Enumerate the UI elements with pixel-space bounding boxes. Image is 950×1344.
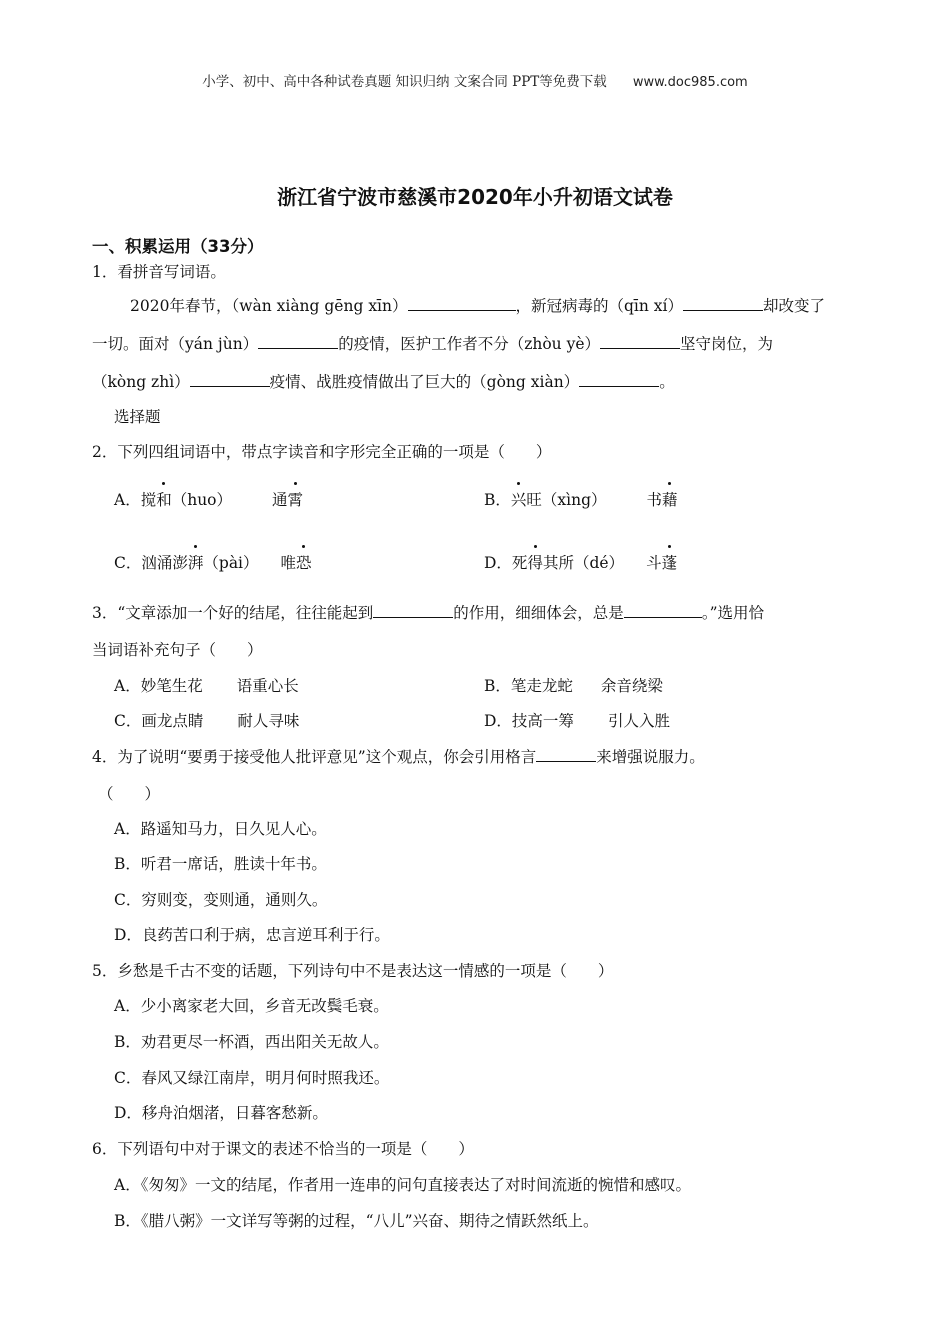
q5-option-d[interactable]: D．移舟泊烟渚，日暮客愁新。 (114, 1104, 328, 1122)
answer-blank[interactable] (600, 333, 680, 349)
q3-option-a[interactable]: A．妙笔生花 语重心长 (114, 677, 299, 695)
q1-line-1: 2020年春节，（wàn xiàng gēng xīn） ，新冠病毒的（qīn xí） 却改变了 (130, 297, 826, 315)
q3-option-b[interactable]: B．笔走龙蛇 余音绕梁 (484, 677, 663, 695)
answer-blank[interactable] (408, 295, 516, 311)
q4-option-c[interactable]: C．穷则变，变则通，通则久。 (114, 891, 328, 909)
q6-option-a[interactable]: A．《匆匆》一文的结尾，作者用一连串的问句直接表达了对时间流逝的惋惜和感叹。 (114, 1176, 691, 1194)
q5-stem: 5．乡愁是千古不变的话题，下列诗句中不是表达这一情感的一项是（ ） (92, 962, 614, 980)
q1-line-3: （kòng zhì） 疫情、战胜疫情做出了巨大的（gòng xiàn） 。 (92, 373, 675, 391)
choice-label: 选择题 (114, 408, 161, 426)
q4-stem-line-2: （ ） (98, 785, 161, 803)
q2-stem: 2．下列四组词语中，带点字读音和字形完全正确的一项是（ ） (92, 443, 552, 461)
q3-stem-line-2: 当词语补充句子（ ） (92, 641, 263, 659)
q1-stem: 1．看拼音写词语。 (92, 263, 226, 281)
header-text: 小学、初中、高中各种试卷真题 知识归纳 文案合同 PPT等免费下载 (202, 74, 607, 90)
q6-stem: 6．下列语句中对于课文的表述不恰当的一项是（ ） (92, 1140, 474, 1158)
q4-stem-line-1: 4．为了说明“要勇于接受他人批评意见”这个观点，你会引用格言 来增强说服力。 (92, 748, 705, 766)
q4-option-b[interactable]: B．听君一席话，胜读十年书。 (114, 855, 327, 873)
answer-blank[interactable] (258, 333, 338, 349)
q4-option-a[interactable]: A．路遥知马力，日久见人心。 (114, 820, 327, 838)
section-heading: 一、积累运用（33分） (92, 237, 264, 256)
q4-option-d[interactable]: D．良药苦口利于病，忠言逆耳利于行。 (114, 926, 390, 944)
q2-option-c[interactable]: C．汹涌澎湃（pài） 唯恐 (114, 551, 312, 573)
q1-line-2: 一切。面对（yán jùn） 的疫情，医护工作者不分（zhòu yè） 坚守岗位，为 (92, 335, 774, 353)
q2-option-d[interactable]: D．死得其所（dé） 斗蓬 (484, 551, 677, 573)
q2-option-a[interactable]: A．搅和（huo） 通霄 (114, 488, 303, 510)
answer-blank[interactable] (579, 371, 659, 387)
answer-blank[interactable] (190, 371, 270, 387)
q5-option-c[interactable]: C．春风又绿江南岸，明月何时照我还。 (114, 1069, 390, 1087)
answer-blank[interactable] (624, 602, 702, 618)
q3-option-d[interactable]: D．技高一筹 引人入胜 (484, 712, 670, 730)
answer-blank[interactable] (373, 602, 453, 618)
q3-stem-line-1: 3．“文章添加一个好的结尾，往往能起到 的作用，细细体会，总是 。”选用恰 (92, 604, 764, 622)
answer-blank[interactable] (536, 746, 596, 762)
q3-option-c[interactable]: C．画龙点睛 耐人寻味 (114, 712, 300, 730)
header-url[interactable]: www.doc985.com (632, 75, 748, 90)
page-header (0, 70, 950, 90)
answer-blank[interactable] (683, 295, 763, 311)
q5-option-a[interactable]: A．少小离家老大回，乡音无改鬓毛衰。 (114, 997, 389, 1015)
q6-option-b[interactable]: B．《腊八粥》一文详写等粥的过程，“八儿”兴奋、期待之情跃然纸上。 (114, 1212, 599, 1230)
q2-option-b[interactable]: B．兴旺（xìng） 书藉 (484, 488, 678, 510)
exam-title: 浙江省宁波市慈溪市2020年小升初语文试卷 (277, 185, 673, 209)
q5-option-b[interactable]: B．劝君更尽一杯酒，西出阳关无故人。 (114, 1033, 389, 1051)
